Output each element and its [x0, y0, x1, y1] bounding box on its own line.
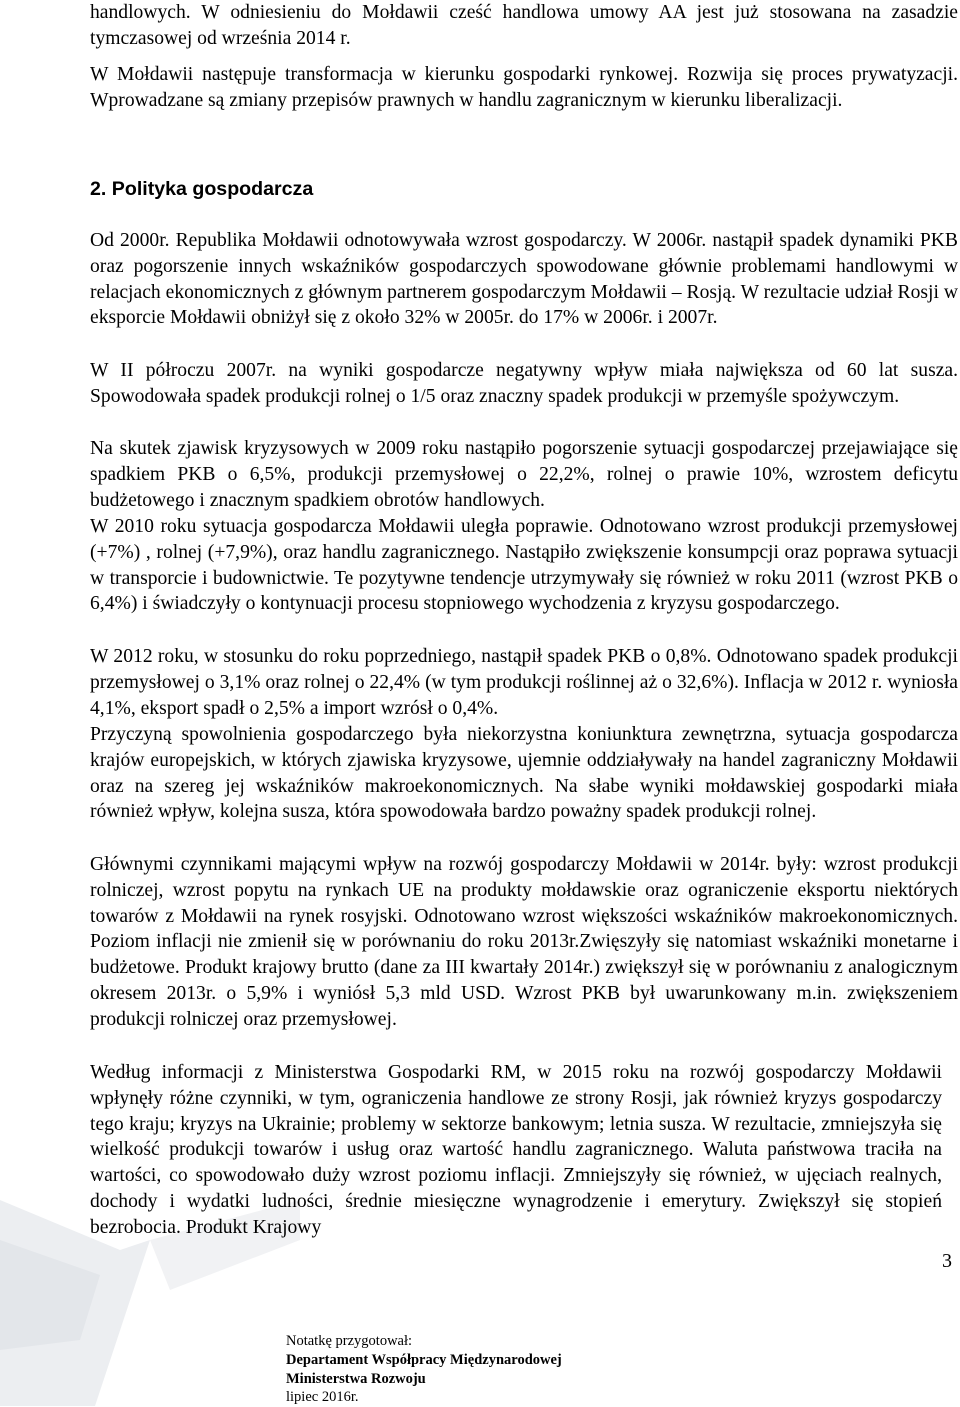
paragraph-transformation: W Mołdawii następuje transformacja w kierunku gospodarki rynkowej. Rozwija się proces prywatyzacji. Wprowadzane są zmiany przepisów prawnych w handlu zagranicznym w kierunku liberalizacji.	[90, 64, 958, 111]
footer-note	[286, 1332, 562, 1407]
paragraph-2000: Od 2000r. Republika Mołdawii odnotowywała wzrost gospodarczy. W 2006r. nastąpił spadek dynamiki PKB oraz pogorszenie innych wskaźników gospodarczych spowodowane głównie problemami handlowymi w relacjach ekonomicznych z głównym partnerem gospodarczym Mołdawii – Rosją. W rezultacie udział Rosji w eksporcie Mołdawii obniżył się z około 32% w 2005r. do 17% w 2006r. i 2007r.	[90, 230, 958, 329]
paragraph-2012: W 2012 roku, w stosunku do roku poprzedniego, nastąpił spadek PKB o 0,8%. Odnotowano spadek produkcji przemysłowej o 3,1% oraz rolnej o 22,4% (w tym produkcji roślinnej aż o 32,6%). Inflacja w 2012 r. wyniosła 4,1%, eksport spadł o 2,5% a import wzrósł o 0,4%.	[90, 646, 958, 719]
paragraph-2007: W II półroczu 2007r. na wyniki gospodarcze negatywny wpływ miała największa od 60 lat susza. Spowodowała spadek produkcji rolnej o 1/5 oraz znaczny spadek produkcji w przemyśle spożywczym.	[90, 360, 958, 407]
paragraph-2015: Według informacji z Ministerstwa Gospodarki RM, w 2015 roku na rozwój gospodarczy Mołdawii wpłynęły różne czynniki, w tym, ograniczenia handlowe ze strony Rosji, jak również kryzys gospodarczy tego kraju; kryzys na Ukrainie; problemy w sektorze bankowym; letnia susza. W rezultacie, zmniejszyła się wielkość produkcji towarów i usług oraz wartość handlu zagranicznego. Waluta państwowa traciła na wartości, co spowodowało duży wzrost poziomu inflacji. Zmniejszyły się również, w ujęciach realnych, dochody i wydatki ludności, średnie miesięczne wynagrodzenie i emerytury. Zwiększył się stopień bezrobocia. Produkt Krajowy	[90, 1062, 942, 1238]
paragraph-intro: handlowych. W odniesieniu do Mołdawii cześć handlowa umowy AA jest już stosowana na zasadzie tymczasowej od września 2014 r.	[90, 2, 958, 49]
footer-date: lipiec 2016r.	[286, 1389, 359, 1406]
footer-department: Departament Współpracy Międzynarodowej	[286, 1351, 562, 1368]
page-number: 3	[942, 1250, 952, 1272]
section-heading: 2. Polityka gospodarcza	[90, 178, 314, 200]
footer-prepared-by: Notatkę przygotował:	[286, 1333, 413, 1349]
paragraph-2009: Na skutek zjawisk kryzysowych w 2009 roku nastąpiło pogorszenie sytuacji gospodarczej przejawiające się spadkiem PKB o 6,5%, produkcji przemysłowej o 22,2%, rolnej o prawie 10%, wzrostem deficytu budżetowego i znacznym spadkiem obrotów handlowych.	[90, 438, 958, 511]
paragraph-2010: W 2010 roku sytuacja gospodarcza Mołdawii uległa poprawie. Odnotowano wzrost produkcji przemysłowej (+7%) , rolnej (+7,9%), oraz handlu zagranicznego. Nastąpiło zwiększenie konsumpcji oraz poprawa sytuacji w transporcie i budownictwie. Te pozytywne tendencje utrzymywały się również w roku 2011 (wzrost PKB o 6,4%) i świadczyły o kontynuacji procesu stopniowego wychodzenia z kryzysu gospodarczego.	[90, 516, 958, 615]
footer-ministry: Ministerstwa Rozwoju	[286, 1370, 426, 1387]
paragraph-cause: Przyczyną spowolnienia gospodarczego była niekorzystna koniunktura zewnętrzna, sytuacja gospodarcza krajów europejskich, w których zjawiska kryzysowe, ujemnie oddziaływały na handel zagraniczny Mołdawii oraz na szereg jej wskaźników makroekonomicznych. Na słabe wyniki mołdawskiej gospodarki miała również wpływ, kolejna susza, która spowodowała bardzo poważny spadek produkcji rolnej.	[90, 724, 958, 823]
paragraph-2014: Głównymi czynnikami mającymi wpływ na rozwój gospodarczy Mołdawii w 2014r. były: wzrost produkcji rolniczej, wzrost popytu na rynkach UE na produkty mołdawskie oraz ograniczenie eksportu niektórych towarów z Mołdawii na rynek rosyjski. Odnotowano wzrost większości wskaźników makroekonomicznych. Poziom inflacji nie zmienił się w porównaniu do roku 2013r.Zwięszyły się natomiast wskaźniki monetarne i budżetowe. Produkt krajowy brutto (dane za III kwartały 2014r.) zwiększył się w porównaniu z analogicznym okresem 2013r. o 5,9% i wyniósł 5,3 mld USD. Wzrost PKB był uwarunkowany m.in. zwiększeniem produkcji rolniczej oraz przemysłowej.	[90, 854, 958, 1030]
